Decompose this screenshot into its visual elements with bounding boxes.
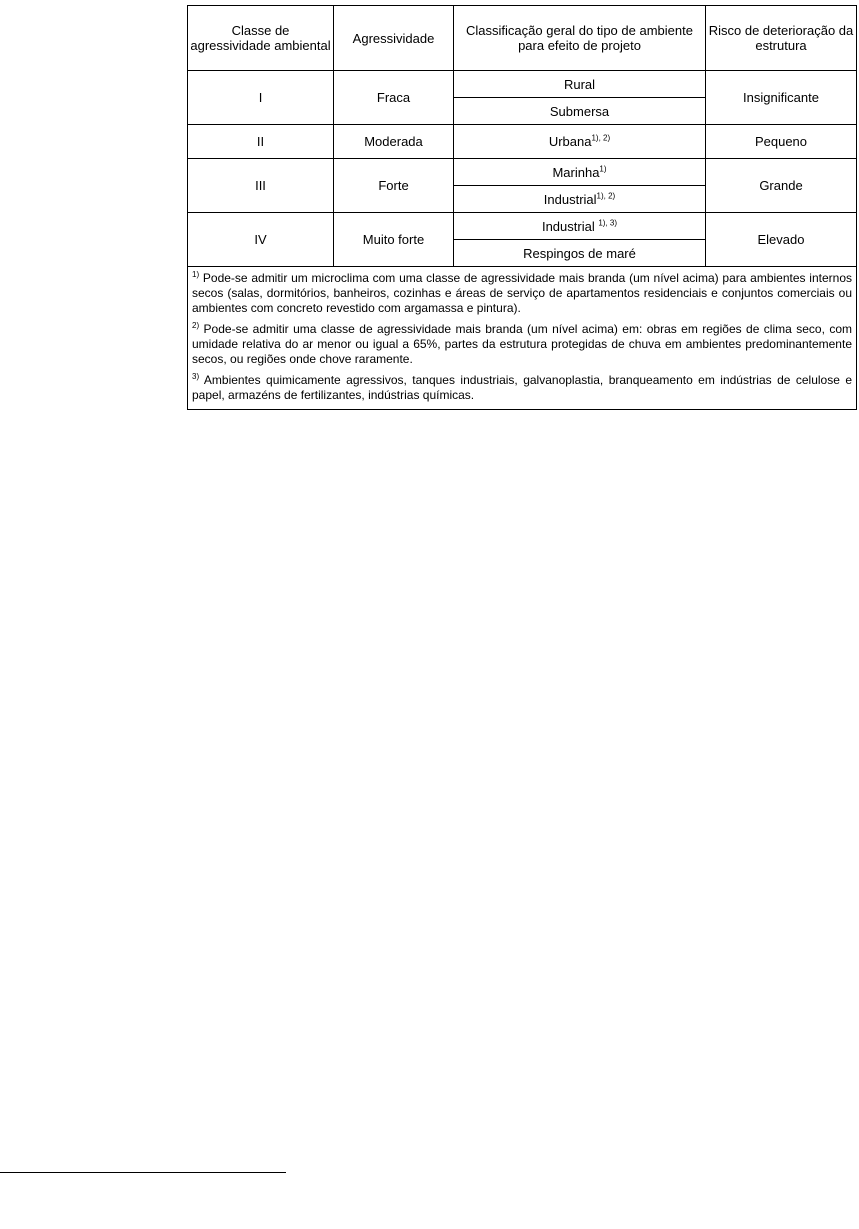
table-row-class-iii [188,159,857,186]
cell-agressividade: Forte [334,159,454,213]
footnote-ref: 1), 3) [598,218,618,228]
cell-ambiente [454,159,706,186]
ambiente-label: Rural [563,76,596,92]
ambiente-label: Submersa [549,103,610,119]
notes-cell [188,267,857,410]
cell-risco: Grande [706,159,857,213]
cell-risco: Insignificante [706,71,857,125]
cell-agressividade: Moderada [334,125,454,159]
cell-ambiente [454,213,706,240]
footnote-ref: 1), 2) [591,133,611,143]
ambiente-label: Urbana [548,134,592,149]
footnote-ref: 1), 2) [596,191,616,201]
note-3 [192,373,852,403]
table-row-class-ii [188,125,857,159]
ambiente-label: Industrial [541,218,599,234]
cell-ambiente [454,240,706,267]
header-agressividade: Agressividade [334,6,454,71]
header-risco: Risco de deterioração da estrutura [706,6,857,71]
header-classe: Classe de agressividade ambiental [188,6,334,71]
cell-ambiente [454,98,706,125]
environmental-aggressiveness-table [187,5,857,410]
note-mark: 2) [192,321,200,330]
note-1 [192,271,852,316]
note-text: Pode-se admitir um microclima com uma classe de agressividade mais branda (um nível acima) para ambientes internos secos (salas, dormitórios, banheiros, cozinhas e áreas de serviço de apartamentos residenciais e conjuntos comerciais ou ambientes com concreto revestido com argamassa e pintura). [192,271,852,315]
cell-agressividade: Muito forte [334,213,454,267]
note-mark: 3) [192,372,200,381]
cell-classe: IV [188,213,334,267]
ambiente-label: Respingos de maré [523,245,636,261]
footnote-separator-line [0,1172,286,1173]
cell-agressividade: Fraca [334,71,454,125]
footnote-ref: 1) [599,164,607,174]
note-text: Pode-se admitir uma classe de agressividade mais branda (um nível acima) em: obras em regiões de clima seco, com umidade relativa do ar menor ou igual a 65%, partes da estrutura protegidas de chuva em ambientes predominantemente secos, ou regiões onde chove raramente. [192,322,852,366]
note-text: Ambientes quimicamente agressivos, tanques industriais, galvanoplastia, branqueamento em indústrias de celulose e papel, armazéns de fertilizantes, indústrias químicas. [192,373,852,402]
notes-row [188,267,857,410]
aggressiveness-table-container [187,5,856,410]
header-classificacao: Classificação geral do tipo de ambiente para efeito de projeto [454,6,706,71]
ambiente-label: Industrial [543,191,597,207]
cell-classe: II [188,125,334,159]
cell-ambiente [454,186,706,213]
cell-ambiente [454,125,706,159]
table-row-class-i [188,71,857,98]
cell-risco: Pequeno [706,125,857,159]
cell-ambiente [454,71,706,98]
cell-risco: Elevado [706,213,857,267]
note-2 [192,322,852,367]
header-row [188,6,857,71]
ambiente-label: Marinha [552,164,600,180]
cell-classe: III [188,159,334,213]
note-mark: 1) [192,270,200,279]
cell-classe: I [188,71,334,125]
table-row-class-iv [188,213,857,240]
